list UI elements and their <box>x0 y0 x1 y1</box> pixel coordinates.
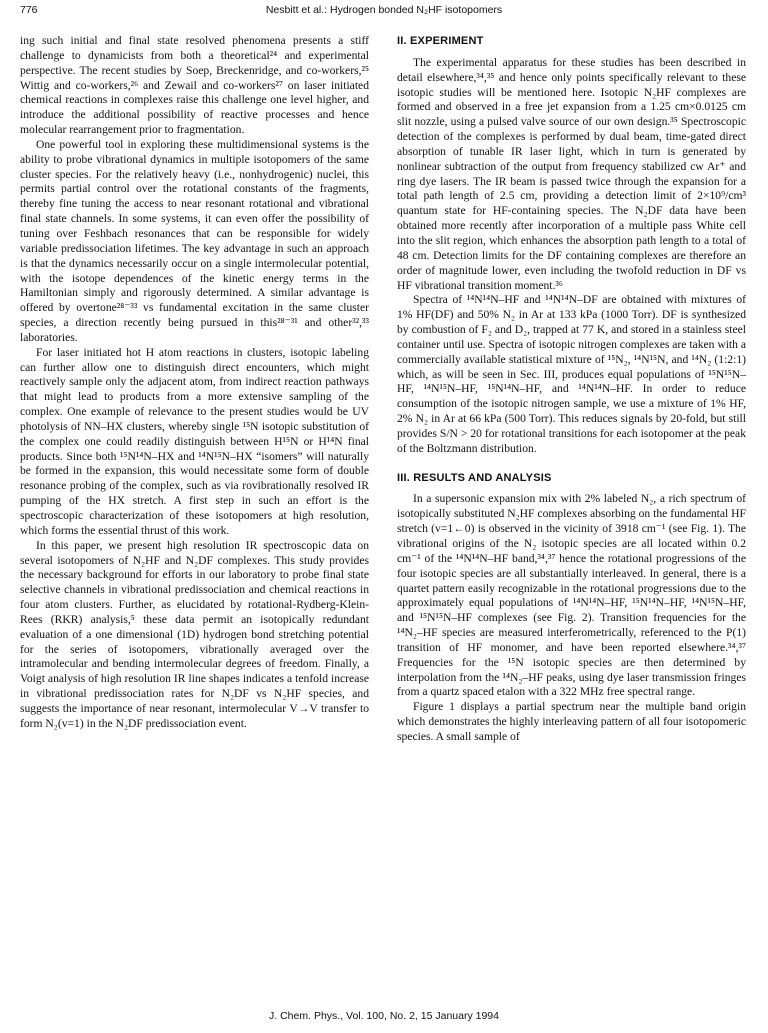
running-title: Nesbitt et al.: Hydrogen bonded N₂HF isotopomers <box>265 4 503 16</box>
paragraph: One powerful tool in exploring these multidimensional systems is the ability to probe vibrational dynamics in multiple isotopomers of the same cluster species. For the relatively heavy (i.e., nonhydrogenic) nuclei, this permits partial control over the rotational constants of the fragments, thereby fine tuning the access to near resonant rotational and vibrational final state channels. In some systems, it can even offer the possibility of tuning over Feshbach resonances that can be responsible for widely variable predissociation lifetimes. The key advantage in such an approach is that the dynamics necessarily occur on a single intermolecular potential, with the isotope dependences of the kinetic energy terms in the Hamiltonian simply and rigorously determined. A similar advantage is offered by overtone²⁸⁻³³ vs fundamental excitation in the same cluster species, a direction recently being pursued in this²⁸⁻³¹ and other³²,³³ laboratories. <box>20 137 369 344</box>
paragraph: For laser initiated hot H atom reactions in clusters, isotopic labeling can further allow one to distinguish direct encounters, which might reactively sample only the adjacent atom, from indirect reaction pathways that might lead to products from a more extensive sampling of the complex. One example of relevance to the present studies would be UV photolysis of NN–HX clusters, whereby single ¹⁵N isotopic substitution of the complex one could readily distinguish between H¹⁵N or H¹⁴N final products. Since both ¹⁵N¹⁴N–HX and ¹⁴N¹⁵N–HX “isomers” will naturally be formed in the expansion, this would necessitate some form of double resonance probing of the complex, such as via rovibrationally resolved IR pumping of the HX stretch. A first step in such an effort is the spectroscopic characterization of these isotopomers at high resolution, which forms the essential thrust of this work. <box>20 345 369 537</box>
paragraph: Figure 1 displays a partial spectrum near the multiple band origin which demonstrates the highly interleaving pattern of all four isotopomeric species. A small sample of <box>397 700 746 743</box>
section-spacer <box>397 457 746 471</box>
section-heading-results: III. RESULTS AND ANALYSIS <box>397 471 552 484</box>
paragraph: The experimental apparatus for these studies has been described in detail elsewhere,³⁴,³⁵ and hence only points specifically relevant to these isotopic studies will be mentioned here. Isotopic N₂HF complexes are formed and observed in a free jet expansion from a 1.25 cm×0.0125 cm slit nozzle, using a pulsed valve source of our own design.³⁵ Spectroscopic detection of the complexes is performed by dual beam, time-gated direct absorption of tunable IR laser light, which in turn is generated by nonlinear subtraction of the output from frequency stabilized cw Ar⁺ and ring dye lasers. The IR beam is passed twice through the expansion for a total path length of 2.5 cm, providing a detection limit of 2×10⁹/cm³ quantum state for HF-containing species. The N₂DF data have been obtained more recently after incorporation of a multiple pass White cell into the slit region, which enhances the absorption path length to a total of 48 cm. Detection limits for the DF containing complexes are therefore an order of magnitude lower, even including the twofold reduction in DF vs HF vibrational transition moment.³⁶ <box>397 55 746 292</box>
section-heading-experiment: II. EXPERIMENT <box>397 35 484 47</box>
right-column <box>397 34 746 745</box>
page-footer: J. Chem. Phys., Vol. 100, No. 2, 15 January 1994 <box>269 1010 499 1022</box>
page-number: 776 <box>20 4 38 16</box>
left-column <box>20 34 369 732</box>
paragraph: In this paper, we present high resolution IR spectroscopic data on several isotopomers of N₂HF and N₂DF complexes. This study provides the necessary background for efforts in our laboratory to probe final state selective channels in vibrational predissociation and chemical reactions in four atom clusters. Further, as elucidated by rotational-Rydberg-Klein-Rees (RKR) analysis,⁵ these data permit an isotopically redundant evaluation of a one dimensional (1D) hydrogen bond stretching potential for the series of isotopomers, vibrationally averaged over the intramolecular and bending intermolecular degrees of freedom. Finally, a Voigt analysis of high resolution IR line shapes indicates a tenfold increase in vibrational predissociation rates for N₂DF vs N₂HF species, and suggests the importance of near resonant, intermolecular V→V transfer to form N₂(v=1) in the N₂DF predissociation event. <box>20 538 369 730</box>
page-header <box>20 4 748 22</box>
paragraph: Spectra of ¹⁴N¹⁴N–HF and ¹⁴N¹⁴N–DF are obtained with mixtures of 1% HF(DF) and 50% N₂ in Ar at 133 kPa (1000 Torr). DF is synthesized by combustion of F₂ and D₂, trapped at 77 K, and stored in a stainless steel container until use. Spectra of isotopic nitrogen complexes are taken with a commercially available statistical mixture of ¹⁵N₂, ¹⁴N¹⁵N, and ¹⁴N₂ (1:2:1) which, as will be seen in Sec. III, produces equal populations of ¹⁵N¹⁵N–HF, ¹⁴N¹⁵N–HF, ¹⁵N¹⁴N–HF, and ¹⁴N¹⁴N–HF. In order to reduce consumption of the isotopic nitrogen sample, we use a mixture of 1% HF, 2% N₂ in Ar at 66 kPa (500 Torr). This reduces signals by 20-fold, but still provides S/N > 20 for rotational transitions for each isotopomer at the peak of the Boltzmann distribution. <box>397 293 746 455</box>
paragraph: In a supersonic expansion mix with 2% labeled N₂, a rich spectrum of isotopically substituted N₂HF complexes absorbing on the fundamental HF stretch (v=1←0) is observed in the vicinity of 3918 cm⁻¹ (see Fig. 1). The vibrational origins of the N₂ isotopic species are all located within 0.2 cm⁻¹ of the ¹⁴N¹⁴N–HF band,³⁴,³⁷ hence the rotational progressions of the four isotopic species are all substantially interleaved. In general, there is a quartet pattern easily recognizable in the rotational progressions due to the approximately equal populations of ¹⁴N¹⁴N–HF, ¹⁵N¹⁴N–HF, ¹⁴N¹⁵N–HF, and ¹⁵N¹⁵N–HF complexes (see Fig. 2). Transition frequencies for the ¹⁴N₂–HF species are measured interferometrically, referenced to the P(1) transition of HF monomer, and have been reported elsewhere.³⁴,³⁷ Frequencies for the ¹⁵N isotopic species are then determined by interpolation from the ¹⁴N₂–HF peaks, using dye laser transmission fringes from a quartz spaced etalon with a 322 MHz free spectral range. <box>397 492 746 699</box>
paragraph: ing such initial and final state resolved phenomena presents a stiff challenge to dynamicists from both a theoretical²⁴ and experimental perspective. The recent studies by Soep, Breckenridge, and co-workers,²⁵ Wittig and co-workers,²⁶ and Zewail and co-workers²⁷ on laser initiated chemical reactions in complexes raise this challenge one level higher, and introduce the additional possibility of reactive processes and hence molecular rearrangement prior to fragmentation. <box>20 34 369 137</box>
